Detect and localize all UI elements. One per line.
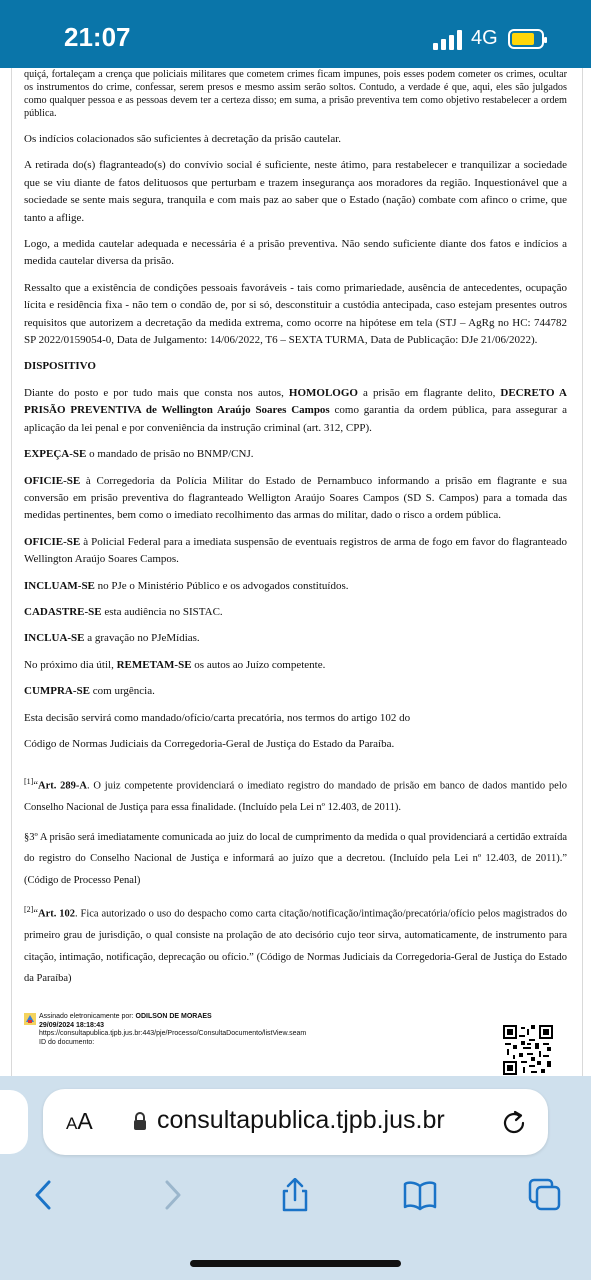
verification-url[interactable]: https://consultapublica.tjpb.jus.br:443/pje/Processo/ConsultaDocumento/listView.seam [39,1030,307,1037]
signature-seal-icon [24,1013,36,1025]
paragraph: Ressalto que a existência de condições pessoais favoráveis - tais como primariedade, ausência de antecedentes, ocupação lícita e residência fixa - não tem o condão de, por si só, desconstituir a custódia antecipada, caso estejam presentes outros requisitos que autorizem a decretação da medida extrema, como ocorre na hipótese em tela (STJ – AgRg no HC: 744782 SP 2022/0159054-0, Data de Julgamento: 14/06/2022, T6 – SEXTA TURMA, Data de Publicação: DJe 21/06/2022). [24,281,567,347]
order-oficie-pf: OFICIE-SE à Policial Federal para a imediata suspensão de eventuais registros de arma de fogo em favor do flagranteado Wellington Araújo Soares Campos. [24,535,567,566]
paragraph-dispositivo: Diante do posto e por tudo mais que consta nos autos, HOMOLOGO a prisão em flagrante delito, DECRETO A PRISÃO PREVENTIVA de Wellington Araújo Soares Campos como garantia da ordem pública, para assegurar a aplicação da lei penal e por conveniência da instrução criminal (art. 312, CPP). [24,386,567,434]
document-body [24,68,567,999]
paragraph: Os indícios colacionados são suficientes à decretação da prisão cautelar. [24,133,342,145]
url-text[interactable]: consultapublica.tjpb.jus.br [157,1106,445,1134]
previous-tab-peek[interactable] [0,1090,28,1154]
footnote-1: [1]“Art. 289-A. O juiz competente providenciará o imediato registro do mandado de prisão em banco de dados mantido pelo Conselho Nacional de Justiça para essa finalidade. (Incluído pela Lei nº 12.403, de 2011). [24,777,568,814]
signal-icon [433,30,463,50]
tabs-icon[interactable] [528,1178,562,1212]
paragraph: Código de Normas Judiciais da Corregedoria-Geral de Justiça do Estado da Paraíba. [24,737,395,750]
network-type: 4G [471,27,498,49]
back-icon[interactable] [27,1178,61,1212]
footnote-2: [2]“Art. 102. Fica autorizado o uso do despacho como carta citação/notificação/intimação/precatória/ofício pelos magistrados do primeiro grau de jurisdição, o qual consiste na prolação de ato decisório cujo teor sirva, automaticamente, de instrumento para citação, intimação, notificação, deprecação ou ofício.” (Código de Normas Judiciais da Corregedoria-Geral de Justiça do Estado da Paraíba) [24,905,567,985]
order-expeca: EXPEÇA-SE o mandado de prisão no BNMP/CNJ. [24,448,254,461]
paragraph: A retirada do(s) flagranteado(s) do convívio social é suficiente, neste átimo, para restabelecer e tranquilizar a sociedade que se viu diante de fatos delituosos que perturbam e trazem insegurança aos moradores da região. Inquestionável que a sociedade se sente mais segura, tranquila e com mais paz ao saber que o Estado (nação) combate com afinco o crime, que tanto a aflige. [24,159,567,224]
battery-icon [508,29,544,49]
section-heading: DISPOSITIVO [24,360,96,373]
footnote-marker[interactable]: [1] [24,777,34,787]
signature-label: Assinado eletronicamente por: [39,1013,136,1020]
lock-icon [133,1111,147,1131]
browser-toolbar [0,1170,591,1220]
status-time: 21:07 [64,22,131,52]
text-size-button[interactable]: AA [66,1108,93,1134]
order-incluam: INCLUAM-SE no PJe o Ministério Público e os advogados constituídos. [24,579,349,592]
paragraph: Logo, a medida cautelar adequada e necessária é a prisão preventiva. Não sendo suficiente diante dos fatos e indícios a medida cautelar diversa da prisão. [24,238,567,268]
document-viewer[interactable] [0,68,591,1076]
order-inclua: INCLUA-SE a gravação no PJeMídias. [24,632,200,645]
home-indicator[interactable] [190,1260,401,1267]
paragraph: Esta decisão servirá como mandado/ofício/carta precatória, nos termos do artigo 102 do [24,711,411,724]
order-oficie-pm: OFICIE-SE à Corregedoria da Polícia Militar do Estado de Pernambuco informando a prisão em flagrante e sua conversão em prisão preventiva do flagranteado Welligton Araújo Soares Campos (SD S. Campos) para a tomada das medidas pertinentes, bem como o imediato recolhimento das armas do militar, dado o risco a ordem pública. [24,474,567,522]
footnote-1-paragraph: §3º A prisão será imediatamente comunicada ao juiz do local de cumprimento da medida o qual providenciará a certidão extraída do registro do Conselho Nacional de Justiça e informará ao juízo que a decretou. (Incluído pela Lei nº 12.403, de 2011).” (Código de Processo Penal) [24,831,567,886]
share-icon[interactable] [278,1178,312,1212]
bookmarks-icon[interactable] [403,1178,437,1212]
qr-code [503,1025,553,1075]
address-bar[interactable] [43,1089,548,1155]
order-cadastre: CADASTRE-SE esta audiência no SISTAC. [24,605,223,618]
forward-icon[interactable] [155,1178,189,1212]
signer-name: ODILSON DE MORAES [135,1013,212,1020]
reload-icon[interactable] [502,1108,528,1136]
order-remetam: No próximo dia útil, REMETAM-SE os autos ao Juízo competente. [24,658,326,671]
paragraph-cut: quiçá, fortaleçam a crença que policiais militares que cometem crimes ficam impunes, pois esses podem cometer os crimes, ocultar os instrumentos do crime, confessar, serem presos e mesmo assim serão soltos. Contudo, a verdade é que, aqui, eles são julgados como qualquer pessoa e as pessoas devem ter a certeza disso; em suma, a prisão preventiva tem como objetivo restabelecer a ordem pública. [24,69,567,119]
document-id-label: ID do documento: [39,1038,95,1046]
signature-datetime: 29/09/2024 18:18:43 [39,1021,104,1029]
footnote-marker[interactable]: [2] [24,905,34,915]
status-bar [0,0,591,72]
order-cumpra: CUMPRA-SE com urgência. [24,685,155,698]
